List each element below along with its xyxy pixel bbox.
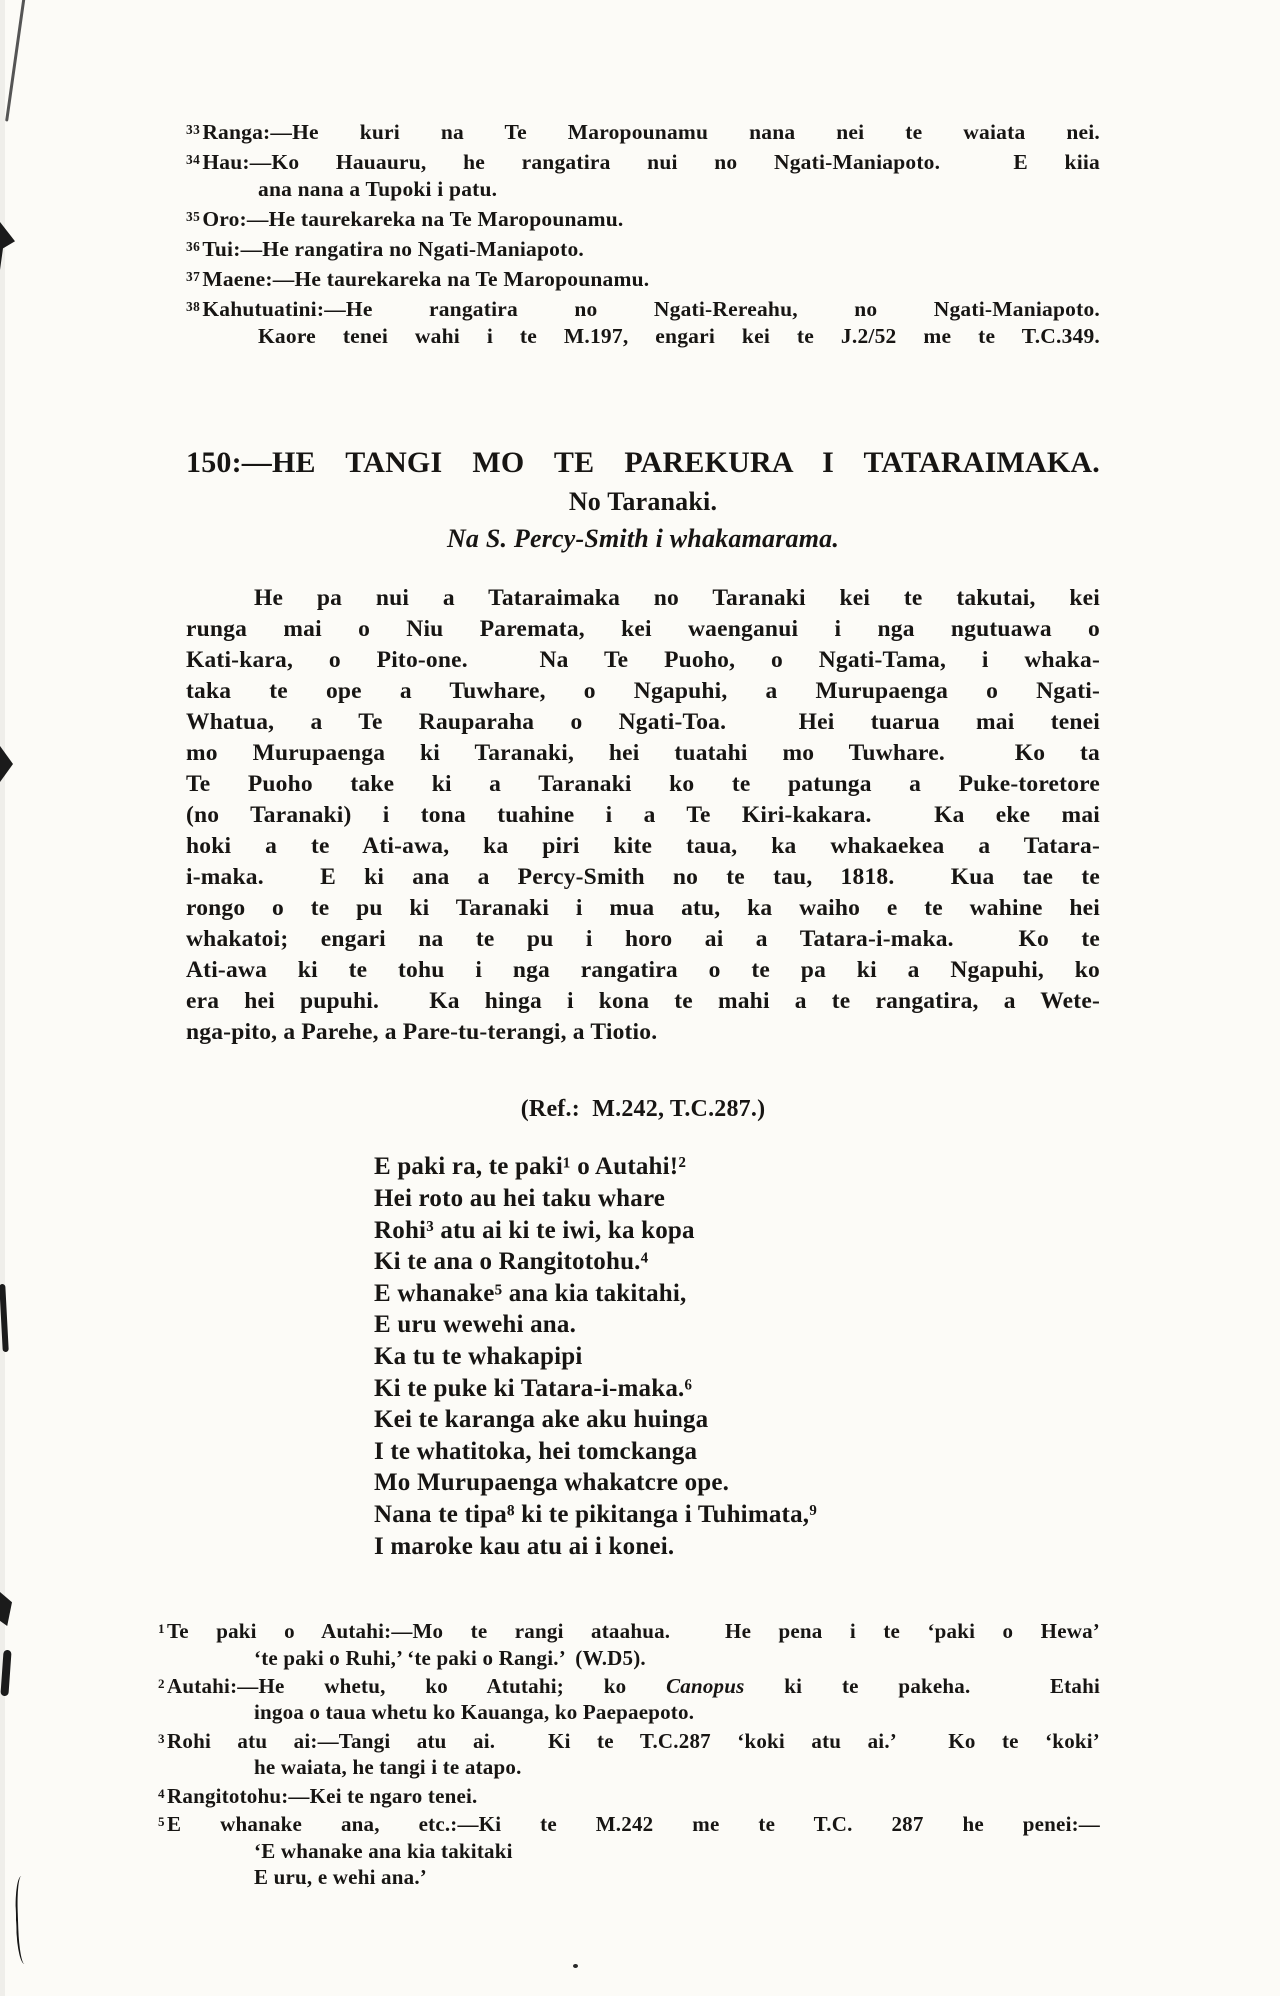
footnote-number: 37 xyxy=(186,269,201,285)
footnote-text-italic: Canopus xyxy=(666,1673,745,1698)
footnote-line: ana nana a Tupoki i patu. xyxy=(258,177,498,202)
poem-line: Ka tu te whakapipi xyxy=(374,1342,583,1370)
footnote-text: Kahutuatini:—He rangatira no Ngati-Rereahu, no Ngati-Maniapoto. xyxy=(202,297,1100,322)
poem-line: Ki te puke ki Tatara-i-maka.⁶ xyxy=(374,1374,693,1402)
footnote-line: ‘E whanake ana kia takitaki xyxy=(254,1838,513,1863)
footnote-line xyxy=(186,116,1100,146)
footnote-entry xyxy=(186,203,1100,233)
song-subtitle: No Taranaki. xyxy=(568,487,718,517)
footnote-text: Tui:—He rangatira no Ngati-Maniapoto. xyxy=(202,237,584,262)
footnote-number: 36 xyxy=(186,239,201,255)
paragraph-line: era hei pupuhi. Ka hinga i kona te mahi a te rangatira, a Wete- xyxy=(186,988,1100,1015)
page-edge-shadow xyxy=(0,0,5,1996)
paragraph-line: i-maka. E ki ana a Percy-Smith no te tau, 1818. Kua tae te xyxy=(186,864,1100,891)
scan-artifact xyxy=(14,1876,31,1964)
song-byline: Na S. Percy-Smith i whakamarama. xyxy=(446,524,840,554)
song-title: 150:—HE TANGI MO TE PAREKURA I TATARAIMAKA. xyxy=(186,446,1100,480)
song-header xyxy=(186,446,1100,554)
poem-line: Kei te karanga ake aku huinga xyxy=(374,1406,709,1434)
paragraph-line: hoki a te Ati-awa, ka piri kite taua, ka whakaekea a Tatara- xyxy=(186,833,1100,860)
footnote-number: 4 xyxy=(158,1785,166,1801)
footnote-number: 1 xyxy=(158,1621,166,1637)
footnote-line: ingoa o taua whetu ko Kauanga, ko Paepaepoto. xyxy=(254,1700,695,1725)
footnote-text: ki te pakeha. Etahi xyxy=(744,1673,1100,1698)
scan-artifact xyxy=(573,1964,578,1968)
footnote-line xyxy=(186,233,1100,263)
paragraph-line: mo Murupaenga ki Taranaki, hei tuatahi mo Tuwhare. Ko ta xyxy=(186,740,1100,767)
footnote-text: Autahi:—He whetu, ko Atutahi; ko xyxy=(167,1673,667,1698)
footnote-entry xyxy=(186,146,1100,203)
poem-line: I te whatitoka, hei tomckanga xyxy=(374,1437,698,1465)
footnote-entry xyxy=(158,1781,1100,1809)
paragraph-line: Te Puoho take ki a Taranaki ko te patunga a Puke-toretore xyxy=(186,771,1100,798)
paragraph-line: He pa nui a Tataraimaka no Taranaki kei te takutai, kei xyxy=(254,585,1100,612)
footnote-number: 3 xyxy=(158,1730,166,1746)
footnote-text: E whanake ana, etc.:—Ki te M.242 me te T.C. 287 he penei:— xyxy=(167,1812,1100,1837)
footnote-text: Rohi atu ai:—Tangi atu ai. Ki te T.C.287 ‘koki atu ai.’ Ko te ‘koki’ xyxy=(167,1728,1100,1753)
footnote-line: Kaore tenei wahi i te M.197, engari kei te J.2/52 me te T.C.349. xyxy=(258,324,1100,349)
poem-line: Mo Murupaenga whakatcre ope. xyxy=(374,1469,730,1497)
footnotes-section xyxy=(158,1616,1100,1891)
scan-artifact xyxy=(0,1650,11,1696)
footnote-line xyxy=(186,146,1100,176)
poem-line: E whanake⁵ ana kia takitahi, xyxy=(374,1279,687,1307)
footnote-number: 34 xyxy=(186,152,201,168)
footnote-entry xyxy=(158,1671,1100,1726)
poem-line: Nana te tipa⁸ ki te pikitanga i Tuhimata,⁹ xyxy=(374,1500,817,1528)
scan-artifact xyxy=(0,746,13,782)
footnote-text: Te paki o Autahi:—Mo te rangi ataahua. He pena i te ‘paki o Hewa’ xyxy=(167,1619,1100,1644)
paragraph-line: Kati-kara, o Pito-one. Na Te Puoho, o Ngati-Tama, i whaka- xyxy=(186,647,1100,674)
footnote-text: Ranga:—He kuri na Te Maropounamu nana nei te waiata nei. xyxy=(202,120,1100,145)
footnote-number: 5 xyxy=(158,1814,166,1830)
footnote-entry xyxy=(186,116,1100,146)
paragraph-line: Whatua, a Te Rauparaha o Ngati-Toa. Hei tuarua mai tenei xyxy=(186,709,1100,736)
footnote-number: 2 xyxy=(158,1676,166,1692)
paragraph-line: whakatoi; engari na te pu i horo ai a Tatara-i-maka. Ko te xyxy=(186,926,1100,953)
footnote-text: Rangitotohu:—Kei te ngaro tenei. xyxy=(167,1783,478,1808)
footnote-line xyxy=(158,1671,1100,1699)
footnote-line xyxy=(158,1726,1100,1754)
poem-line: Rohi³ atu ai ki te iwi, ka kopa xyxy=(374,1216,695,1244)
footnote-text: Oro:—He taurekareka na Te Maropounamu. xyxy=(202,207,624,232)
footnote-line xyxy=(186,203,1100,233)
footnote-entry xyxy=(186,263,1100,293)
footnote-number: 35 xyxy=(186,209,201,225)
footnote-entry xyxy=(186,293,1100,350)
footnote-number: 38 xyxy=(186,299,201,315)
waiata-poem xyxy=(186,1151,1100,1562)
footnote-line: ‘te paki o Ruhi,’ ‘te paki o Rangi.’ (W.D5). xyxy=(254,1645,646,1670)
footnote-line xyxy=(158,1616,1100,1644)
paragraph-line: (no Taranaki) i tona tuahine i a Te Kiri-kakara. Ka eke mai xyxy=(186,802,1100,829)
footnote-text: Hau:—Ko Hauauru, he rangatira nui no Ngati-Maniapoto. E kiia xyxy=(202,150,1100,175)
footnote-entry xyxy=(158,1809,1100,1890)
footnote-entry xyxy=(186,233,1100,263)
paragraph-line: nga-pito, a Parehe, a Pare-tu-terangi, a Tiotio. xyxy=(186,1019,658,1046)
scan-artifact xyxy=(5,0,25,122)
poem-line: E paki ra, te paki¹ o Autahi!² xyxy=(374,1153,687,1181)
footnote-line: he waiata, he tangi i te atapo. xyxy=(254,1755,522,1780)
footnote-number: 33 xyxy=(186,122,201,137)
footnote-line xyxy=(186,293,1100,323)
footnote-entry xyxy=(158,1726,1100,1781)
scan-artifact xyxy=(0,1284,9,1352)
reference-line: (Ref.: M.242, T.C.287.) xyxy=(520,1096,766,1123)
paragraph-line: taka te ope a Tuwhare, o Ngapuhi, a Murupaenga o Ngati- xyxy=(186,678,1100,705)
poem-line: E uru wewehi ana. xyxy=(374,1311,577,1339)
footnote-entry xyxy=(158,1616,1100,1671)
footnote-line xyxy=(158,1809,1100,1837)
poem-line: Ki te ana o Rangitotohu.⁴ xyxy=(374,1248,649,1276)
footnote-line xyxy=(158,1781,1100,1809)
footnote-text: Maene:—He taurekareka na Te Maropounamu. xyxy=(202,267,650,292)
explanation-paragraph xyxy=(186,583,1100,1048)
paragraph-line: runga mai o Niu Paremata, kei waenganui i nga ngutuawa o xyxy=(186,616,1100,643)
paragraph-line: rongo o te pu ki Taranaki i mua atu, ka waiho e te wahine hei xyxy=(186,895,1100,922)
footnote-line xyxy=(186,263,1100,293)
prior-footnotes-section xyxy=(186,116,1100,350)
scan-artifact xyxy=(0,1592,12,1626)
poem-line: I maroke kau atu ai i konei. xyxy=(374,1532,675,1560)
footnote-line: E uru, e wehi ana.’ xyxy=(254,1865,427,1890)
poem-line: Hei roto au hei taku whare xyxy=(374,1184,666,1212)
paragraph-line: Ati-awa ki te tohu i nga rangatira o te pa ki a Ngapuhi, ko xyxy=(186,957,1100,984)
